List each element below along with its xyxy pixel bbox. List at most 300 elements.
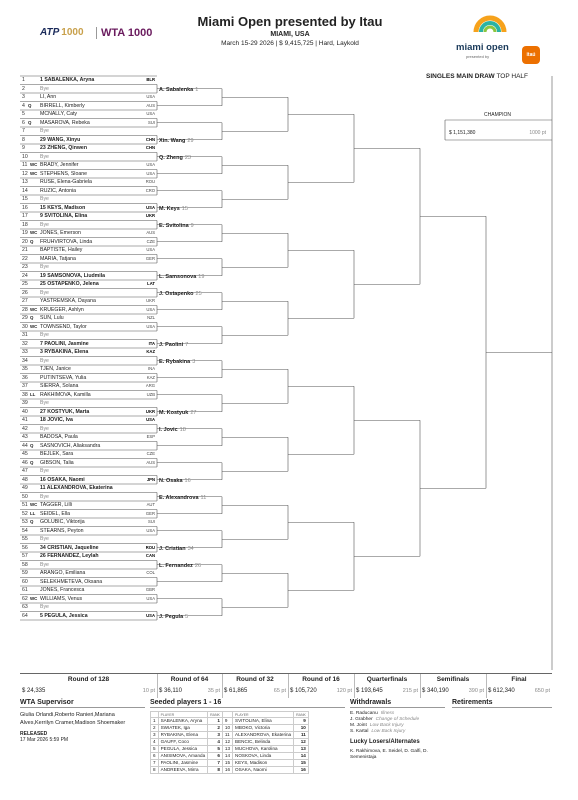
ranking-points: 650 pt [534,688,550,694]
winner-seed: 11 [200,495,207,501]
draw-position: 27 [22,298,28,304]
country-code: ROU [145,179,155,184]
draw-position: 4 [22,102,25,109]
miami-open-wordmark: miami open [456,42,509,53]
draw-position: 33 [22,349,28,355]
withdrawal-reason: Illness [380,711,395,716]
winner-seed: 9 [190,223,194,229]
draw-position: 57 [22,553,28,559]
round-divider [157,674,158,698]
winner-seed: 7 [185,342,189,348]
draw-row [20,93,157,101]
country-code: USA [146,612,155,618]
country-code: CRO [145,187,155,193]
ranking-points: 10 pt [142,688,155,694]
draw-position: 1 [22,77,25,83]
second-round-entry [159,545,194,553]
draw-position: 2 [22,85,25,92]
seed-cell: 7 [208,760,223,767]
draw-position: 8 [22,136,25,143]
draw-row [20,246,157,254]
seed-cell: 16 [294,767,309,774]
retirements-heading: Retirements [452,699,552,708]
draw-position: 54 [22,527,28,534]
draw-row [20,127,157,135]
winner-name: E. Alexandrova [159,495,199,501]
seed-cell: 6 [151,753,159,760]
released-label: RELEASED [20,731,48,737]
ranking-points: 35 pt [207,688,220,694]
country-code: AUS [146,230,155,235]
entry-code: WC [30,595,38,601]
round-heading: Round of 16 [302,676,340,683]
seeded-players-table [150,711,309,774]
country-code: USA [146,204,155,210]
winner-name: M. Keys [159,206,180,212]
player-name: RAKHIMOVA, Kamilla [40,391,91,398]
player-name: SIERRA, Solana [40,383,79,389]
seeded-players-block [150,699,345,774]
player-name: 29 WANG, Xinyu [40,136,81,143]
draw-position: 30 [22,323,28,330]
entry-code: WC [30,162,38,167]
country-code: ITA [148,340,155,346]
player-name: Bye [40,604,49,610]
seed-cell: 4 [208,739,223,746]
country-code: USA [146,527,155,533]
withdrawals-block [350,699,445,761]
player-name: JONES, Emerson [40,230,81,236]
seed-cell: 1 [208,718,223,725]
winner-name: M. Kostyuk [159,410,189,416]
withdrawal-reason: Change of Schedule [375,717,420,722]
draw-row [20,178,157,186]
draw-row [20,552,157,560]
draw-position: 25 [22,281,28,287]
draw-row [20,263,157,271]
seed-cell: 12 [222,739,232,746]
player-name: 5 PEGULA, Jessica [40,612,88,619]
seed-row [151,753,309,760]
country-code: USA [146,247,155,252]
second-round-entry [159,137,194,145]
draw-row [20,314,157,322]
second-round-entry [159,426,186,434]
seed-cell: 15 [222,760,232,767]
draw-row [20,85,157,93]
round-divider [288,674,289,698]
winner-name: A. Sabalenka [159,87,194,93]
player-name: STEARNS, Peyton [40,527,84,534]
player-name: BADOSA, Paula [40,434,78,440]
winner-seed: 16 [184,478,191,484]
draw-row [20,569,157,577]
draw-row [20,280,157,288]
country-code: USA [146,417,155,422]
draw-position: 47 [22,468,28,474]
player-name: KRUEGER, Ashlyn [40,306,84,313]
draw-row [20,357,157,365]
winner-name: J. Paolini [159,342,184,348]
second-round-entry [159,290,202,298]
seed-cell: 10 [222,725,232,732]
seed-cell: 1 [151,718,159,725]
country-code: JPN [146,476,155,482]
draw-position: 13 [22,179,28,185]
seed-cell: SVITOLINA, Elina [233,718,294,725]
draw-position: 38 [22,391,28,398]
player-name: PUTINTSEVA, Yulia [40,374,87,381]
second-round-entry [159,477,191,485]
draw-row [20,586,157,594]
draw-position: 9 [22,145,25,151]
draw-row [20,187,157,195]
entry-code: Q [30,238,34,244]
player-name: BRADY, Jennifer [40,162,79,168]
draw-row [20,612,157,620]
round-divider [420,674,421,698]
winner-seed: 15 [181,206,188,212]
country-code: CHN [145,145,155,150]
atp-logo: ATP 1000 [40,27,84,38]
country-code: CZE [146,238,155,244]
player-name: WILLIAMS, Venus [40,595,83,602]
draw-position: 64 [22,612,28,619]
player-name: Bye [40,85,49,92]
seed-cell: 14 [294,753,309,760]
player-name: LI, Ann [40,94,57,100]
player-name: Bye [40,468,49,474]
wta-logo: WTA 1000 [96,27,152,39]
draw-position: 17 [22,213,28,219]
winner-seed: 23 [184,155,191,161]
country-code: INA [148,366,155,371]
draw-position: 61 [22,587,28,593]
country-code: USA [146,306,155,312]
ranking-points: 120 pt [336,688,352,694]
withdrawals-heading: Withdrawals [350,699,445,708]
country-code: USA [146,94,155,99]
draw-position: 49 [22,485,28,491]
country-code: USA [146,323,155,329]
draw-position: 46 [22,459,28,466]
seed-cell: 9 [294,718,309,725]
player-name: 1 SABALENKA, Aryna [40,77,95,83]
winner-name: J. Cristian [159,546,186,552]
draw-row [20,76,157,84]
draw-position: 15 [22,196,28,202]
player-name: Bye [40,561,49,568]
draw-position: 63 [22,604,28,610]
seed-cell: ALEXANDROVA, Ekaterina [233,732,294,739]
draw-position: 52 [22,510,28,517]
player-name: FRUHVIRTOVA, Linda [40,238,93,245]
player-name: 9 SVITOLINA, Elina [40,213,88,219]
draw-position: 53 [22,519,28,525]
player-name: Bye [40,536,49,542]
draw-position: 12 [22,170,28,177]
draw-position: 51 [22,502,28,508]
seed-cell: GAUFF, Coco [158,739,208,746]
draw-row [20,484,157,492]
winner-name: E. Rybakina [159,359,191,365]
draw-position: 19 [22,230,28,236]
player-name: GOLUBIC, Viktorija [40,519,85,525]
seed-row [151,739,309,746]
draw-row [20,170,157,178]
seed-cell: ANDREEVA, Mirra [158,767,208,774]
seed-cell: 6 [208,753,223,760]
country-code: KAZ [146,349,155,354]
draw-row [20,119,157,127]
draw-row [20,425,157,433]
winner-seed: 29 [187,138,194,144]
champion-prize: $ 1,151,380 [449,130,476,136]
seed-cell: 3 [208,732,223,739]
round-prize [159,688,220,694]
player-name: BEJLEK, Sara [40,451,74,457]
draw-position: 32 [22,340,28,347]
round-divider [354,674,355,698]
seed-cell: 4 [151,739,159,746]
draw-row [20,204,157,212]
player-name: SASNOVICH, Aliaksandra [40,442,101,449]
draw-position: 29 [22,315,28,321]
retirements-block [452,699,552,711]
player-name: Bye [40,289,49,296]
draw-position: 26 [22,289,28,296]
draw-row [20,535,157,543]
draw-row [20,306,157,314]
withdrawal-reason: Low Back Injury [369,723,404,728]
draw-row [20,459,157,467]
country-code: UZB [146,391,155,397]
winner-name: N. Osaka [159,478,183,484]
draw-row [20,255,157,263]
draw-row [20,433,157,441]
player-name: ARANGO, Emiliana [40,570,86,576]
seed-cell: 2 [208,725,223,732]
country-code: USA [146,170,155,176]
second-round-entry [159,562,201,570]
draw-position: 22 [22,255,28,262]
seed-cell: MUCHOVA, Karolina [233,746,294,753]
draw-position: 60 [22,578,28,585]
round-prize [422,688,484,694]
round-heading: Round of 32 [236,676,274,683]
country-code: AUT [146,502,155,507]
seed-row [151,760,309,767]
country-code: GER [145,510,155,516]
withdrawal-item [350,729,445,735]
draw-position: 48 [22,476,28,483]
player-name: MASAROVA, Rebeka [40,119,90,126]
player-name: JONES, Francesca [40,587,85,593]
draw-row [20,442,157,450]
seed-cell: 11 [222,732,232,739]
round-divider [222,674,223,698]
seed-column-header: PLAYER [233,712,294,718]
winner-seed: 19 [198,274,205,280]
draw-position: 20 [22,238,28,245]
seed-cell: 11 [294,732,309,739]
draw-row [20,408,157,416]
country-code: KAZ [146,374,155,380]
seed-column-header: RANK [294,712,309,718]
winner-seed: 18 [179,427,186,433]
withdrawal-player: S. Kartal [350,729,369,734]
draw-row [20,595,157,603]
draw-row [20,297,157,305]
winner-name: J. Pegula [159,614,184,620]
player-name: SUN, Lulu [40,315,64,321]
draw-row [20,501,157,509]
winner-name: E. Svitolina [159,223,189,229]
seed-cell: 9 [222,718,232,725]
draw-position: 5 [22,111,25,117]
second-round-entry [159,409,196,417]
supervisor-names: Giulia Orlandi,Roberto Ranieri,Mariana Alves,Kerrilyn Cramer,Madison Shoemaker [20,712,126,726]
seed-cell: KEYS, Madison [233,760,294,767]
country-code: NZL [147,315,155,320]
player-name: BIRRELL, Kimberly [40,102,85,109]
entry-code: WC [30,230,38,235]
seed-cell: OSAKA, Naomi [233,767,294,774]
second-round-entry [159,494,206,502]
round-prize [224,688,286,694]
winner-name: Xin. Wang [159,138,186,144]
entry-code: WC [30,170,38,176]
draw-row [20,272,157,280]
draw-row [20,476,157,484]
player-name: 16 OSAKA, Naomi [40,476,85,483]
draw-row [20,144,157,152]
draw-row [20,102,157,110]
player-name: Bye [40,332,49,338]
player-name: GIBSON, Talia [40,459,74,466]
round-prize [488,688,550,694]
draw-row [20,365,157,373]
draw-position: 59 [22,570,28,576]
seed-cell: 2 [151,725,159,732]
second-round-entry [159,358,195,366]
round-prize-table [20,673,552,697]
round-heading: Quarterfinals [366,676,408,683]
entry-code: Q [30,315,34,320]
draw-position: 40 [22,408,28,415]
prize-money: $ 24,335 [22,688,46,694]
seed-cell: 8 [151,767,159,774]
draw-position: 34 [22,357,28,364]
round-divider [486,674,487,698]
draw-row [20,578,157,586]
round-heading: Round of 128 [67,676,110,683]
seed-cell: 16 [222,767,232,774]
draw-row [20,340,157,348]
player-name: 34 CRISTIAN, Jaqueline [40,544,99,551]
ranking-points: 65 pt [273,688,286,694]
winner-seed: 27 [190,410,197,416]
winner-seed: 34 [187,546,194,552]
player-name: TAGGER, Lilli [40,502,72,508]
second-round-entry [159,341,188,349]
draw-row [20,399,157,407]
player-name: 19 SAMSONOVA, Liudmila [40,272,106,279]
winner-name: Q. Zheng [159,155,183,161]
draw-row [20,221,157,229]
winner-seed: 26 [194,563,202,569]
second-round-entry [159,222,194,230]
seed-cell: 14 [222,753,232,760]
country-code: USA [146,595,155,601]
country-code: UKR [146,298,155,303]
ranking-points: 215 pt [402,688,418,694]
seed-cell: 3 [151,732,159,739]
winner-seed: 25 [195,291,202,297]
player-name: STEPHENS, Sloane [40,170,87,177]
prize-money: $ 61,865 [224,688,248,694]
seed-cell: NOSKOVA, Linda [233,753,294,760]
itau-logo: itaú [522,46,540,64]
draw-row [20,331,157,339]
player-name: Bye [40,153,49,160]
player-name: YASTREMSKA, Dayana [40,298,96,304]
player-name: Bye [40,357,49,364]
draw-position: 35 [22,366,28,372]
entry-code: WC [30,502,38,507]
draw-row [20,382,157,390]
prize-money: $ 193,645 [356,688,383,694]
draw-row [20,110,157,118]
lucky-losers-list: K. Rakhimova, E. Seidel, D. Galfi, D. Semenistaja [350,749,428,760]
seed-row [151,718,309,725]
prize-money: $ 36,110 [159,688,182,694]
player-name: 26 FERNANDEZ, Leylah [40,553,99,559]
entry-code: Q [28,119,32,125]
country-code: AUS [146,102,155,108]
draw-row [20,229,157,237]
second-round-entry [159,86,198,94]
supervisor-heading: WTA Supervisor [20,699,145,708]
player-name: MCNALLY, Caty [40,111,77,117]
entry-code: LL [30,391,36,397]
draw-row [20,136,157,144]
seed-cell: PAOLINI, Jasmine [158,760,208,767]
draw-position: 58 [22,561,28,568]
tournament-location: MIAMI, USA [270,31,310,38]
prize-money: $ 340,190 [422,688,449,694]
champion-label: CHAMPION [484,112,511,118]
country-code: AUS [146,459,155,465]
player-name: 27 KOSTYUK, Marta [40,408,90,415]
entry-code: Q [28,102,32,108]
seed-column-header: RANK [208,712,223,718]
tournament-info: March 15-29 2026 | $ 9,415,725 | Hard, Laykold [221,40,359,47]
country-code: SUI [148,519,155,524]
player-name: SELEKHMETEVA, Oksana [40,578,103,585]
player-name: TJEN, Janice [40,366,71,372]
presented-by: presented by [466,54,490,59]
entry-code: Q [30,442,34,448]
draw-position: 39 [22,400,28,406]
player-name: Bye [40,425,49,432]
country-code: CAN [145,553,155,558]
seed-cell: RYBAKINA, Elena [158,732,208,739]
country-code: USA [146,162,155,167]
draw-position: 6 [22,119,25,126]
seed-cell: MBOKO, Victoria [233,725,294,732]
player-name: Bye [40,493,49,500]
